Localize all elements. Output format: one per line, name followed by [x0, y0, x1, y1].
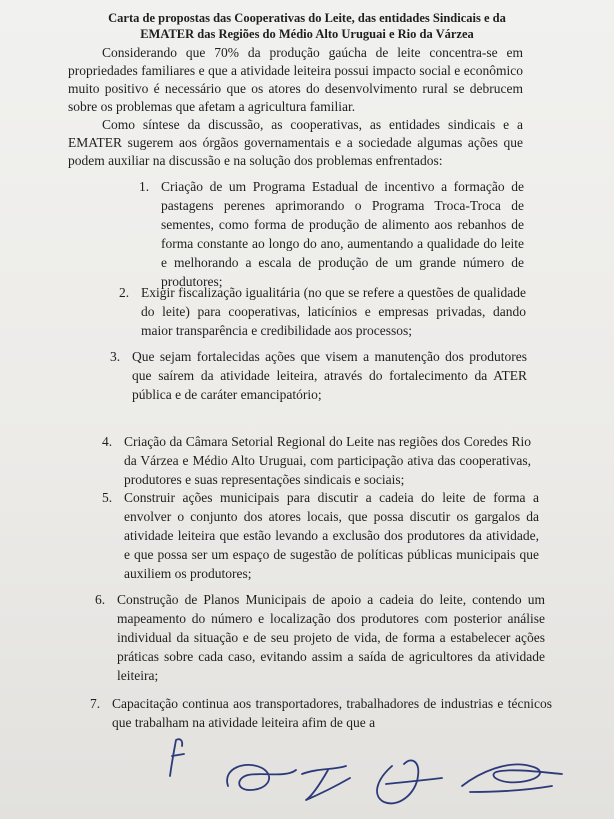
- title-line-2: EMATER das Regiões do Médio Alto Uruguai e Rio da Várzea: [140, 27, 474, 41]
- document-title: [0, 10, 614, 42]
- list-item-text: Criação da Câmara Setorial Regional do Leite nas regiões dos Coredes Rio da Várzea e Médio Alto Uruguai, com participação ativa das cooperativas, produtores e suas representações sindicais e sociais;: [124, 434, 531, 487]
- list-item-text: Criação de um Programa Estadual de incentivo a formação de pastagens perenes aprimorando o Programa Troca-Troca de sementes, como forma de produção de alimento aos rebanhos de forma constante ao longo do ano, aumentando a qualidade do leite e melhorando a escala de produção de um grande número de produtores;: [161, 179, 524, 289]
- list-item: 5. Construir ações municipais para discutir a cadeia do leite de forma a envolver o conjunto dos atores locais, que possa discutir os gargalos da atividade leiteira que estão levando a exclusão dos produtores da atividade, e que possa ser um espaço de sugestão de políticas públicas municipais que auxiliem os produtores;: [102, 490, 539, 581]
- list-item-text: Exigir fiscalização igualitária (no que se refere a questões de qualidade do leite) para cooperativas, laticínios e empresas privadas, dando maior transparência e credibilidade aos processos;: [141, 285, 526, 338]
- signature-mark-1: [170, 739, 184, 776]
- signature-mark-5: [462, 764, 562, 792]
- list-item: 1. Criação de um Programa Estadual de incentivo a formação de pastagens perenes aprimorando o Programa Troca-Troca de sementes, como forma de produção de alimento aos rebanhos de forma constante ao longo do ano, aumentando a qualidade do leite e melhorando a escala de produção de um grande número de produtores;: [139, 179, 524, 289]
- list-item-text: Capacitação continua aos transportadores, trabalhadores de industrias e técnicos que trabalham na atividade leiteira afim de que a: [112, 696, 552, 730]
- list-item-text: Que sejam fortalecidas ações que visem a manutenção dos produtores que saírem da atividade leiteira, através do fortalecimento da ATER pública e de caráter emancipatório;: [132, 349, 527, 402]
- list-item: 6. Construção de Planos Municipais de apoio a cadeia do leite, contendo um mapeamento do número e localização dos produtores com posterior análise individual da situação e de seu projeto de vida, de forma a estabelecer ações práticas sobre cada caso, evitando assim a saída de agricultores da atividade leiteira;: [95, 592, 545, 683]
- list-item: 3. Que sejam fortalecidas ações que visem a manutenção dos produtores que saírem da atividade leiteira, através do fortalecimento da ATER pública e de caráter emancipatório;: [110, 349, 527, 402]
- intro-paragraph-1: Considerando que 70% da produção gaúcha de leite concentra-se em propriedades familiares e que a atividade leiteira possui impacto social e econômico muito positivo é necessário que os atores do desenvolvimento rural se debrucem sobre os problemas que afetam a agricultura familiar.: [68, 45, 523, 114]
- signature-mark-2: [227, 765, 296, 790]
- list-item: 2. Exigir fiscalização igualitária (no que se refere a questões de qualidade do leite) para cooperativas, laticínios e empresas privadas, dando maior transparência e credibilidade aos processos;: [119, 285, 526, 338]
- signatures: [0, 726, 614, 819]
- list-item: 7. Capacitação continua aos transportadores, trabalhadores de industrias e técnicos que trabalham na atividade leiteira afim de que a: [90, 696, 552, 730]
- title-line-1: Carta de propostas das Cooperativas do Leite, das entidades Sindicais e da: [108, 11, 506, 25]
- list-item-text: Construção de Planos Municipais de apoio a cadeia do leite, contendo um mapeamento do número e localização dos produtores com posterior análise individual da situação e de seu projeto de vida, de forma a estabelecer ações práticas sobre cada caso, evitando assim a saída de agricultores da atividade leiteira;: [117, 592, 545, 683]
- intro-paragraph-2: Como síntese da discussão, as cooperativas, as entidades sindicais e a EMATER sugerem aos órgãos governamentais e a sociedade algumas ações que podem auxiliar na discussão e na solução dos problemas enfrentados:: [68, 117, 523, 168]
- list-item: 4. Criação da Câmara Setorial Regional do Leite nas regiões dos Coredes Rio da Várzea e Médio Alto Uruguai, com participação ativa das cooperativas, produtores e suas representações sindicais e sociais;: [102, 434, 531, 487]
- signature-mark-3: [302, 766, 350, 800]
- signature-mark-4: [377, 760, 442, 803]
- list-item-text: Construir ações municipais para discutir a cadeia do leite de forma a envolver o conjunto dos atores locais, que possa discutir os gargalos da atividade leiteira que estão levando a exclusão dos produtores da atividade, e que possa ser um espaço de sugestão de políticas públicas municipais que auxiliem os produtores;: [124, 490, 539, 581]
